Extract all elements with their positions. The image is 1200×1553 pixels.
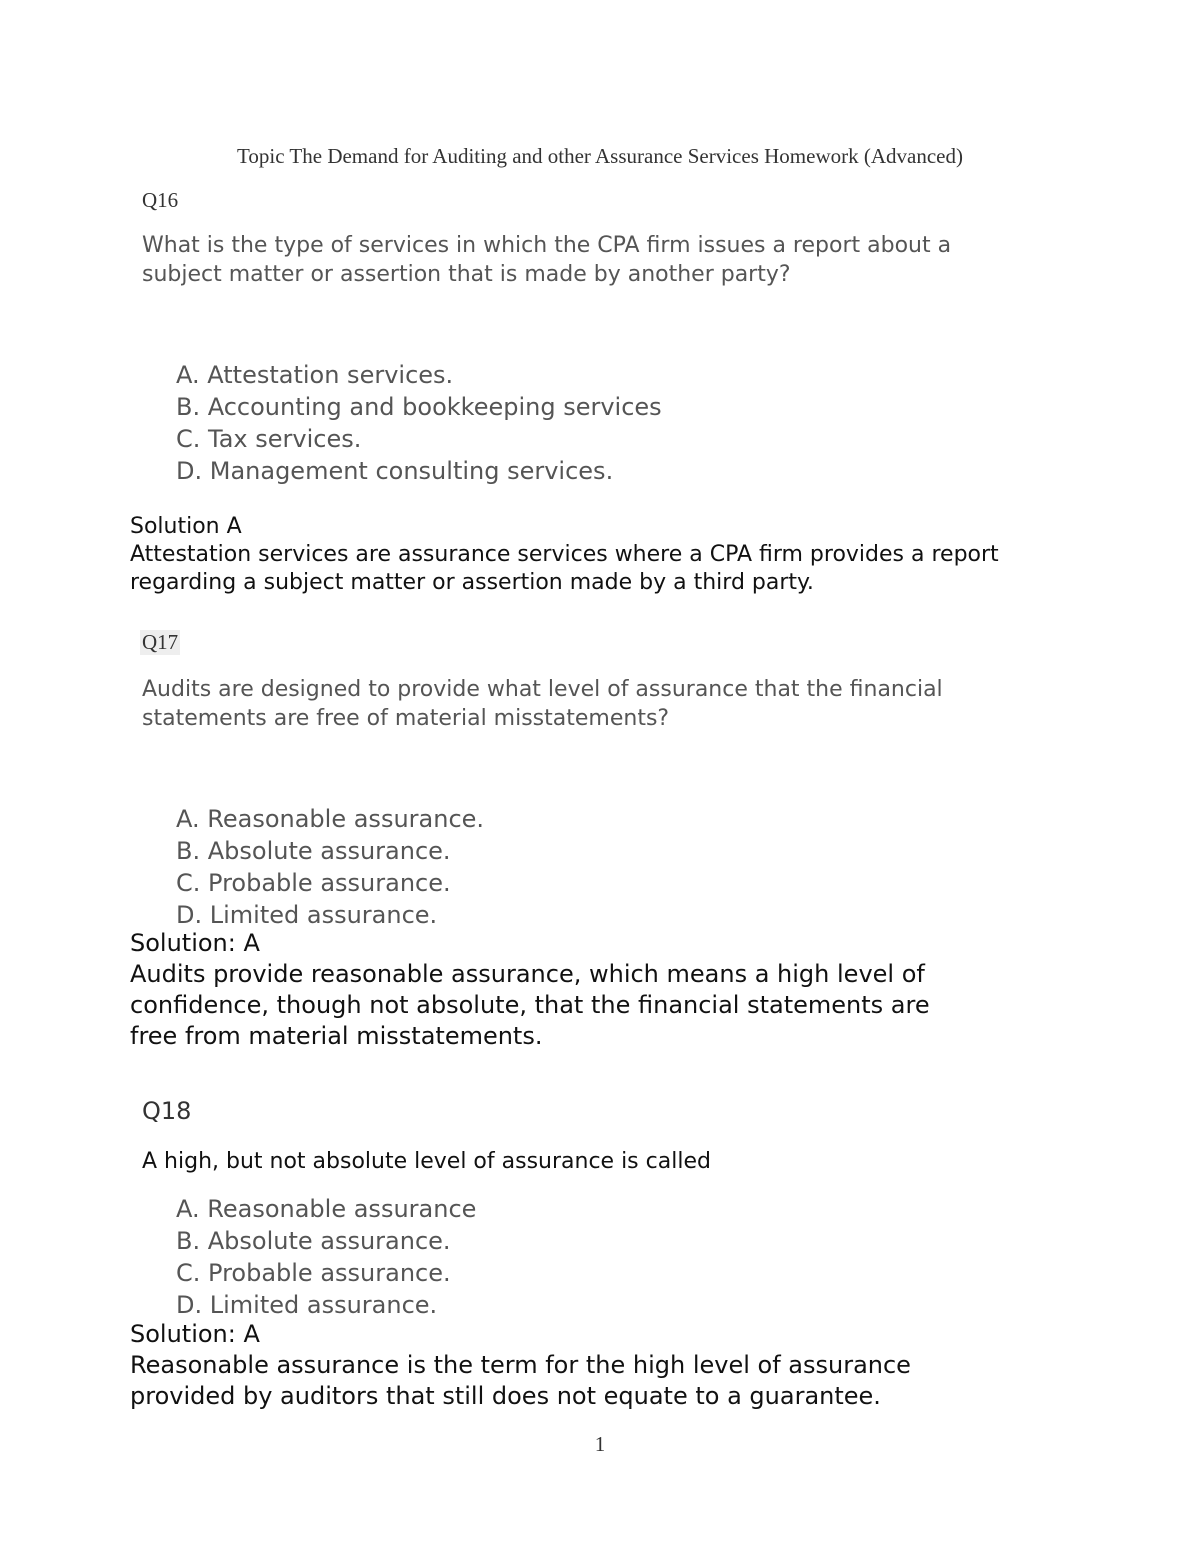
solution-text-line: Attestation services are assurance services where a CPA firm provides a report	[130, 542, 999, 567]
question-label-q16: Q16	[142, 188, 179, 212]
solution-text-line: Audits provide reasonable assurance, which means a high level of	[130, 960, 925, 988]
option-b: B. Accounting and bookkeeping services	[176, 393, 662, 421]
options-list-q16	[176, 359, 662, 487]
option-b: B. Absolute assurance.	[176, 1227, 451, 1255]
page-title: Topic The Demand for Auditing and other Assurance Services Homework (Advanced)	[237, 144, 963, 168]
question-text-line: statements are free of material misstatements?	[142, 706, 670, 731]
option-b: B. Absolute assurance.	[176, 837, 451, 865]
solution-text-line: Reasonable assurance is the term for the high level of assurance	[130, 1351, 911, 1379]
option-c: C. Probable assurance.	[176, 869, 451, 897]
solution-label: Solution: A	[130, 1320, 260, 1348]
page-number: 1	[594, 1432, 606, 1456]
options-list-q18	[176, 1193, 476, 1321]
option-a: A. Attestation services.	[176, 361, 454, 389]
question-text-q18	[142, 1149, 711, 1174]
question-text-line: A high, but not absolute level of assurance is called	[142, 1149, 711, 1174]
solution-q17	[130, 928, 930, 1052]
option-d: D. Limited assurance.	[176, 901, 438, 929]
solution-label: Solution A	[130, 514, 242, 539]
question-text-q16	[142, 231, 951, 289]
option-c: C. Tax services.	[176, 425, 362, 453]
question-label-q18: Q18	[142, 1097, 192, 1125]
option-d: D. Management consulting services.	[176, 457, 614, 485]
solution-q16	[130, 513, 999, 597]
solution-q18	[130, 1319, 911, 1412]
solution-text-line: confidence, though not absolute, that the financial statements are	[130, 991, 930, 1019]
option-a: A. Reasonable assurance.	[176, 805, 485, 833]
options-list-q17	[176, 803, 484, 931]
question-text-line: What is the type of services in which the CPA firm issues a report about a	[142, 233, 952, 258]
solution-text-line: provided by auditors that still does not equate to a guarantee.	[130, 1382, 881, 1410]
solution-label: Solution: A	[130, 929, 260, 957]
solution-text-line: regarding a subject matter or assertion made by a third party.	[130, 570, 814, 595]
question-text-q17	[142, 675, 943, 733]
question-text-line: Audits are designed to provide what level of assurance that the financial	[142, 677, 943, 702]
question-text-line: subject matter or assertion that is made by another party?	[142, 262, 791, 287]
solution-text-line: free from material misstatements.	[130, 1022, 543, 1050]
option-c: C. Probable assurance.	[176, 1259, 451, 1287]
option-d: D. Limited assurance.	[176, 1291, 438, 1319]
option-a: A. Reasonable assurance	[176, 1195, 477, 1223]
question-label-q17: Q17	[142, 630, 179, 654]
